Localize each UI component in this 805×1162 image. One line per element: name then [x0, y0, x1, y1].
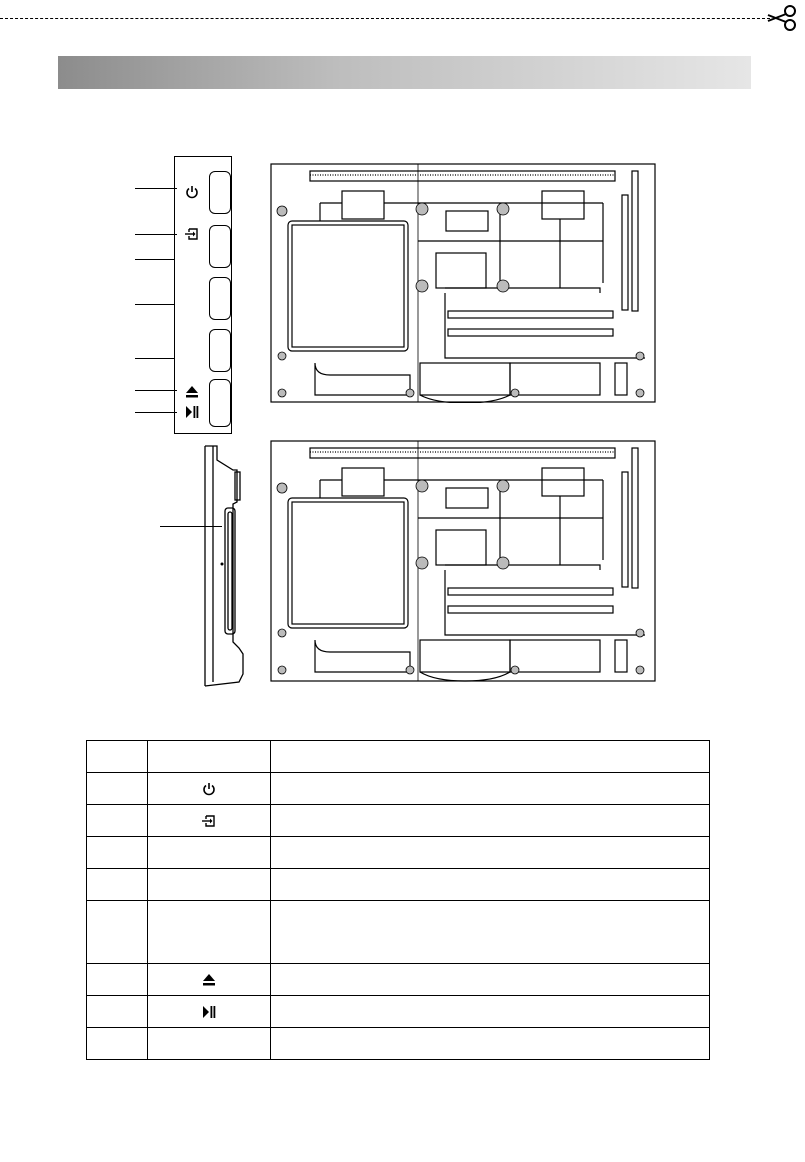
side-control-panel: [174, 156, 232, 434]
eject-icon: [185, 385, 199, 399]
table-cell: [271, 773, 710, 805]
table-row: [87, 869, 710, 901]
table-cell: [148, 1028, 271, 1060]
tv-rear-view-top: [270, 163, 656, 403]
input-source-icon: [185, 227, 199, 241]
table-cell: [271, 869, 710, 901]
table-cell: [148, 996, 271, 1028]
table-cell: [148, 837, 271, 869]
table-cell: [271, 741, 710, 773]
table-cell: [271, 837, 710, 869]
power-button[interactable]: [209, 171, 231, 214]
table-row: [87, 837, 710, 869]
table-cell: [148, 773, 271, 805]
callout-line-2: [135, 234, 177, 235]
table-row: [87, 773, 710, 805]
table-cell: [148, 964, 271, 996]
table-row: [87, 996, 710, 1028]
callout-line-3: [135, 259, 175, 260]
section-header-bar: [58, 56, 751, 89]
callout-line-7: [135, 412, 177, 413]
tv-side-profile: [195, 442, 255, 688]
table-cell: [148, 741, 271, 773]
table-cell: [87, 1028, 148, 1060]
table-cell: [271, 805, 710, 837]
table-cell: [87, 964, 148, 996]
play-pause-icon: [202, 1005, 216, 1019]
table-cell: [87, 773, 148, 805]
panel-button-3[interactable]: [209, 277, 231, 320]
input-button[interactable]: [209, 225, 231, 268]
table-row: [87, 1028, 710, 1060]
callout-line-4: [135, 304, 175, 305]
scissors-icon: [766, 4, 798, 32]
table-cell: [87, 996, 148, 1028]
table-cell: [271, 964, 710, 996]
table-cell: [271, 1028, 710, 1060]
table-cell: [87, 869, 148, 901]
table-row: [87, 741, 710, 773]
panel-button-4[interactable]: [209, 329, 231, 372]
table-cell: [271, 996, 710, 1028]
table-cell: [87, 901, 148, 964]
power-icon: [185, 185, 199, 199]
table-row: [87, 901, 710, 964]
play-pause-icon: [185, 405, 199, 419]
table-cell: [148, 869, 271, 901]
eject-icon: [202, 973, 216, 987]
tv-rear-view-bottom: [270, 440, 656, 682]
table-cell: [87, 837, 148, 869]
table-row: [87, 805, 710, 837]
table-cell: [148, 901, 271, 964]
panel-button-5[interactable]: [209, 379, 231, 427]
callout-line-1: [135, 188, 177, 189]
table-row: [87, 964, 710, 996]
table-cell: [87, 805, 148, 837]
controls-table: [86, 740, 710, 1060]
power-icon: [202, 782, 216, 796]
table-cell: [271, 901, 710, 964]
input-source-icon: [202, 814, 216, 828]
table-cell: [148, 805, 271, 837]
cut-line: [0, 18, 770, 19]
callout-line-6: [135, 390, 177, 391]
table-cell: [87, 741, 148, 773]
callout-line-5: [135, 358, 175, 359]
